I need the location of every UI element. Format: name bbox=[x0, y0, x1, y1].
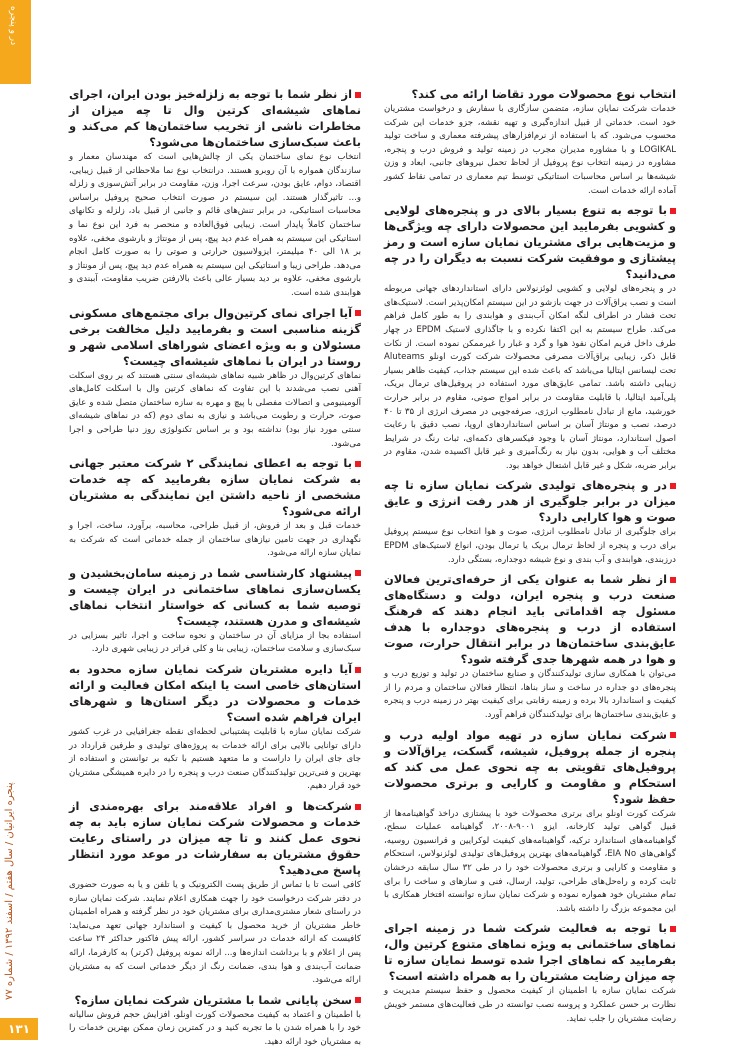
question-bullet bbox=[670, 483, 676, 489]
question-text: با توجه به اعطای نمایندگی ۲ شرکت معتبر جهانی به شرکت نمایان سازه بفرمایید که چه خدمات مشخصی از ناحیه داشتن این نمایندگی به مشتریان ارائه می‌شود؟ bbox=[69, 456, 361, 519]
question-text: از نظر شما با توجه به زلزله‌خیز بودن ایران، اجرای نماهای شیشه‌ای کرتین وال تا چه میزان از مخاطرات ناشی از تخریب ساختمان‌ها کم می‌کند و باعث سبک‌سازی ساختمان‌ها می‌شود؟ bbox=[69, 87, 361, 149]
answer-paragraph: خدمات قبل و بعد از فروش، از قبیل طراحی، محاسبه، برآورد، ساخت، اجرا و نگهداری در جهت تامین نیازهای ساختمان از جمله خدماتی است که شرکت به نمایان سازه ارائه می‌شود. bbox=[69, 521, 361, 559]
question-text: با توجه به تنوع بسیار بالای در و پنجره‌های لولایی و کشویی بفرمایید این محصولات دارای چه ویژگی‌ها و مزیت‌هایی برای مشتریان نمایان سازه است و رمز پیشتازی و موفقیت شرکت نسبت به دیگران را در چه می‌دانید؟ bbox=[384, 203, 676, 282]
question-text: سخن پایانی شما با مشتریان شرکت نمایان سازه؟ bbox=[74, 992, 352, 1007]
question-heading bbox=[69, 86, 361, 150]
answer-paragraph: شرکت کورت اونلو برای برتری محصولات خود با پیشتازی دراخذ گواهینامه‌ها از قبیل گواهی تولید کارخانه، ایزو ۹۰۰۱-۲۰۰۸، گواهینامه عملیات سطح، گواهینامه‌های استاندارد ترکیه، گواهینامه‌های کیفیت لوکرایین و قرانسیون روسیه، گواهی‌های EIA No، گواهینامه‌های بهترین پروفیل‌های تولیدی لوئزنولاس، استحکام و مقاومت و کارایی و برتری محصولات خود را در طی ۳۲ سال سابقه درخشان ثابت کرده و راه‌حل‌های طراحی، تولید، ارسال، فنی و سازهای و ساخت را برای تمام مشتریان خود همواره نموده و شرکت نمایان سازه توانسته افتخار همکاری با این مجموعه بزرگ را داشته باشد. bbox=[384, 808, 677, 914]
question-text: انتخاب نوع محصولات مورد تقاضا ارائه می کند؟ bbox=[411, 87, 676, 101]
question-bullet bbox=[670, 577, 676, 583]
question-bullet bbox=[355, 92, 361, 98]
answer-paragraph: در و پنجره‌های لولایی و کشویی لوئزنولاس دارای استانداردهای جهانی مربوطه است و نصب یراق‌آلات در جهت بازشو در این سیستم امکان‌پذیر است. لاستیک‌های تحت فشار در اطراف لنگه امکان آب‌بندی و هوابندی را به طور کامل فراهم می‌کند. طراح سیستم به این اکتفا نکرده و با جاگذاری لاستیک EPDM در چهار طرف داخل فریم امکان نفوذ هوا و گرد و غبار را غیرممکن نموده است. از نکات قابل ذکر، زیبایی یراق‌آلات مصرفی محصولات شرکت کورت اونلو Aluteams تحت لیسانس ایتالیا می‌باشد که باعث شده این سیستم جذاب، کیفیت ظاهر بسیار زیبایی داشته باشد. تمامی عایق‌های مورد استفاده در پروفیل‌های ترمال بریک، پلی‌آمید ایتالیا، با قابلیت مقاومت در برابر امواج صوتی، مقاوم در برابر حرارت خورشید، مانع از تبادل نامطلوب انرژی، صرفه‌جویی در مصرف انرژی از ۳۵ تا ۴۰ درصد، نصب و مونتاژ آسان بر اساس استانداردهای اروپا، نصب دقیق با رعایت اصول استاندارد، مونتاژ آسان با وجود فیکسرهای دکمه‌ای، ثبات رنگ در شرایط مختلف آب و هوایی، بدون نیاز به رنگ‌آمیزی و غیر قابل اکسیده شدن، مقاوم در برابر ضربه، شکل و غیر قابل اشتعال خواهد بود. bbox=[384, 284, 676, 471]
right-column bbox=[384, 84, 677, 1024]
question-heading bbox=[69, 565, 361, 629]
question-heading bbox=[69, 661, 361, 725]
answer-paragraph: استفاده بجا از مزایای آن در ساختمان و نحوه ساخت و اجرا، تاثیر بسزایی در سبک‌سازی و سلامت ساختمان، زیبایی بنا و کلی فراتر در زیبایی شهری دارد. bbox=[69, 630, 361, 655]
answer-paragraph: شرکت نمایان سازه با اطمینان از کیفیت محصول و حفظ سیستم مدیریت و نظارت بر حسن عملکرد و پروسه نصب توانسته در طی فعالیت‌های مستمر خویش رضایت مشتریان را جلب نماید. bbox=[384, 986, 676, 1024]
question-heading bbox=[384, 86, 676, 102]
section-tab-label: در و پنجره bbox=[8, 6, 18, 46]
answer-paragraph: کافی است تا با تماس از طریق پست الکترونیک و یا تلفن و یا به صورت حضوری در دفتر شرکت درخواست خود را جهت همکاری اعلام نمایند. شرکت نمایان سازه در راستای شعار مشتری‌مداری برای مشتریان خود در نظر گرفته و همراه اطمینان خاطر مشتریان از خرید محصول با کیفیت و استاندارد جهانی تعهد می‌نماید: کافیست که ارائه خدمات در سراسر کشور، ارائه پیش فاکتور حداکثر ۲۴ ساعت پس از اعلام و با برداشت اندازه‌ها و... ارائه نمونه پروفیل (کرتر) به کارفرما، ارائه ضمانت آب‌بندی و هوا بندی، ضمانت رنگ از دیگر خدماتی است که به مشتریان ارائه می‌شود. bbox=[69, 880, 361, 986]
question-text: در و پنجره‌های تولیدی شرکت نمایان سازه تا چه میزان در برابر جلوگیری از هدر رفت انرژی و عایق صوت و هوا کارایی دارد؟ bbox=[384, 478, 676, 525]
question-bullet bbox=[355, 667, 361, 673]
question-bullet bbox=[355, 997, 361, 1003]
question-heading bbox=[384, 477, 676, 525]
question-bullet bbox=[670, 926, 676, 932]
answer-paragraph: شرکت نمایان سازه با قابلیت پشتیبانی لحظه‌ای نقطه جغرافیایی در غرب کشور دارای توانایی بالایی برای ارائه خدمات به پروژه‌های تولیدی و طرفین قرارداد در جای جای ایران را داراست و ما متعهد هستیم با تکیه بر توانستن و استفاده از بهترین و فنی‌ترین تولیدکنندگان صنعت درب و پنجره را در دایره همیشگی مشتریان خود قرار دهیم. bbox=[69, 727, 361, 792]
question-text: شرکت‌ها و افراد علاقه‌مند برای بهره‌مندی از خدمات و محصولات شرکت نمایان سازه باید به چه نحوی عمل کنند و تا چه میزان در راستای رعایت حقوق مشتریان به سفارشات در موعد مورد انتظار پاسخ می‌دهید؟ bbox=[69, 799, 361, 878]
answer-paragraph: با اطمینان و اعتماد به کیفیت محصولات کورت اونلو، افزایش حجم فروش سالیانه خود را با همراه شدن با ما تجربه کنید و در کمترین زمان ممکن بهترین خدمات را به مشتریان خود ارائه دهید. bbox=[69, 1009, 361, 1047]
question-text: شرکت نمایان سازه در تهیه مواد اولیه درب و پنجره از جمله پروفیل، شیشه، گسکت، یراق‌آلات و پروفیل‌های تقویتی به چه نحوی عمل می کند که استحکام و مقاومت و کارایی و برتری محصولات حفظ شود؟ bbox=[384, 727, 676, 806]
left-column bbox=[69, 84, 361, 1047]
question-bullet bbox=[355, 310, 361, 316]
answer-paragraph: برای جلوگیری از تبادل نامطلوب انرژی، صوت و هوا انتخاب نوع سیستم پروفیل برای درب و پنجره از لحاظ ترمال بریک یا ترمال بودن، انواع لاستیک‌های EPDM درزبندی، هوابندی و آب بندی و نوع شیشه دوجداره، بستگی دارد. bbox=[384, 527, 676, 565]
answer-paragraph: خدمات شرکت نمایان سازه، متضمن سازگاری با سفارش و درخواست مشتریان خود است. خدماتی از قبیل اندازه‌گیری و تهیه نقشه، جزو خدمات این شرکت محسوب می‌شود. که با استفاده از نرم‌افزارهای پیشرفته معماری و ساخت تولید LOGIKAL و با مشاوره مدیران مجرب در زمینه تولید و فروش درب و پنجره، مشاوره در زمینه انتخاب نوع پروفیل از لحاظ تحمل نیروهای جانبی، ابعاد و وزن شیشه‌ها بر اساس محاسبات استاتیکی توسط تیم معماری در تمامی نقاط کشور آماده ارائه خدمات است. bbox=[384, 104, 676, 196]
page-number: ۱۳۱ bbox=[0, 1018, 38, 1040]
question-text: با توجه به فعالیت شرکت شما در زمینه اجرای نماهای ساختمانی به ویژه نماهای متنوع کرتین وال، بفرمایید که نماهای اجرا شده توسط نمایان سازه تا چه میزان رضایت مشتریان را به همراه داشته است؟ bbox=[384, 921, 676, 984]
question-heading bbox=[384, 727, 676, 807]
answer-paragraph: انتخاب نوع نمای ساختمان یکی از چالش‌هایی است که مهندسان معمار و سازندگان همواره با آن روبرو هستند. درانتخاب نوع نما ملاحظاتی از قبیل زیبایی، اقتصاد، دوام، عایق بودن، سرعت اجرا، وزن، مقاومت در برابر آتش‌سوزی و زلزله و... تاثیرگذار هستند. این سیستم در صورت انتخاب صحیح پروفیل براساس محاسبات استاتیکی، در برابر تنش‌های قائم و جانبی از قبیل باد، زلزله و تکانهای ساختمان کاملاً پایدار است. زیبایی فوق‌العاده و منحصر به فرد این نوع نما و استاتیکی این سیستم به همراه عدم دید پیچ، پس از مونتاژ و بارشوی مخفی، علاوه بر ۱۸ الی ۴۰ میلیمتر، ایزولاسیون حرارتی و صوتی را به صورت کامل انجام می‌دهد. طراحی زیبا و استاتیکی این سیستم به همراه عدم دید پیچ، پس از مونتاژ و بارشوی مخفی، علاوه بر دید بسیار عالی باعث بالارفتن ضریب مقاومت، آببندی و هوابندی شده است. bbox=[69, 152, 361, 298]
question-bullet bbox=[355, 570, 361, 576]
question-heading bbox=[69, 305, 361, 369]
issue-caption: پنجره ایرانیان / سال هفتم / اسفند ۱۳۹۲ / شماره ۷۷ bbox=[4, 782, 15, 1000]
question-text: پیشنهاد کارشناسی شما در زمینه سامان‌بخشیدن و یکسان‌سازی نماهای ساختمانی در ایران چیست و توصیه شما به کسانی که خواستار انتخاب نماهای شیشه‌ای و مدرن هستند، چیست؟ bbox=[69, 565, 361, 628]
question-bullet bbox=[670, 732, 676, 738]
section-tab bbox=[0, 0, 31, 84]
question-text: آیا دایره مشتریان شرکت نمایان سازه محدود به استان‌های خاصی است یا اینکه امکان فعالیت و ارائه خدمات و محصولات در دیگر استان‌ها و شهرهای ایران فراهم شده است؟ bbox=[69, 662, 361, 725]
question-text: آیا اجرای نمای کرتین‌وال برای مجتمع‌های مسکونی گزینه مناسبی است و بفرمایید دلیل مخالفت برخی مسئولان و به ویژه اعضای شوراهای اسلامی شهر و روستا در ایران با نماهای شیشه‌ای چیست؟ bbox=[69, 305, 361, 368]
question-heading bbox=[384, 202, 676, 282]
question-heading bbox=[69, 798, 361, 878]
answer-paragraph: می‌توان با همکاری سازی تولیدکنندگان و صنایع ساختمان در تولید و توزیع درب و پنجره‌های دو جداره در ساخت و ساز بناها، انتظار فعالان ساختمان و مردم را از کیفیت و استاندارد بالا برده و زمینه رقابتی برای کیفیت بهتر در زمینه درب و پنجره و عایق‌بندی ساختمان‌ها برای تولیدکنندگان فراهم آورد. bbox=[384, 669, 676, 721]
question-bullet bbox=[670, 208, 676, 214]
question-text: از نظر شما به عنوان یکی از حرفه‌ای‌ترین فعالان صنعت درب و پنجره ایران، دولت و دستگاه‌های مسئول چه اقداماتی باید انجام دهند که فرهنگ استفاده از درب و پنجره‌های دوجداره با هدف عایق‌بندی ساختمان‌ها در برابر انتقال حرارت، صوت و هوا در همه شهرها جدی گرفته شود؟ bbox=[384, 572, 676, 667]
question-heading bbox=[384, 571, 676, 667]
question-heading bbox=[69, 455, 361, 519]
question-heading bbox=[69, 992, 361, 1008]
question-bullet bbox=[355, 461, 361, 467]
answer-paragraph: نماهای کرتین‌وال در ظاهر شبیه نماهای شیشه‌ای سنتی هستند که بر روی اسکلت آهنی نصب می‌شدند با این تفاوت که نماهای کرتین وال با اسکلت کامل‌های آلومینیومی و اتصالات مفصلی با پیچ و مهره به سازه ساختمان متصل شده و عایق صوت، حرارت و رطوبت می‌باشد و نیازی به نمای دوم (که در نماهای شیشه‌ای سنتی مورد نیاز بود) نداشته بود و بر اساس تکنولوژی روز دنیا طراحی و اجرا می‌شود. bbox=[69, 370, 361, 449]
question-heading bbox=[384, 920, 676, 984]
question-bullet bbox=[355, 804, 361, 810]
